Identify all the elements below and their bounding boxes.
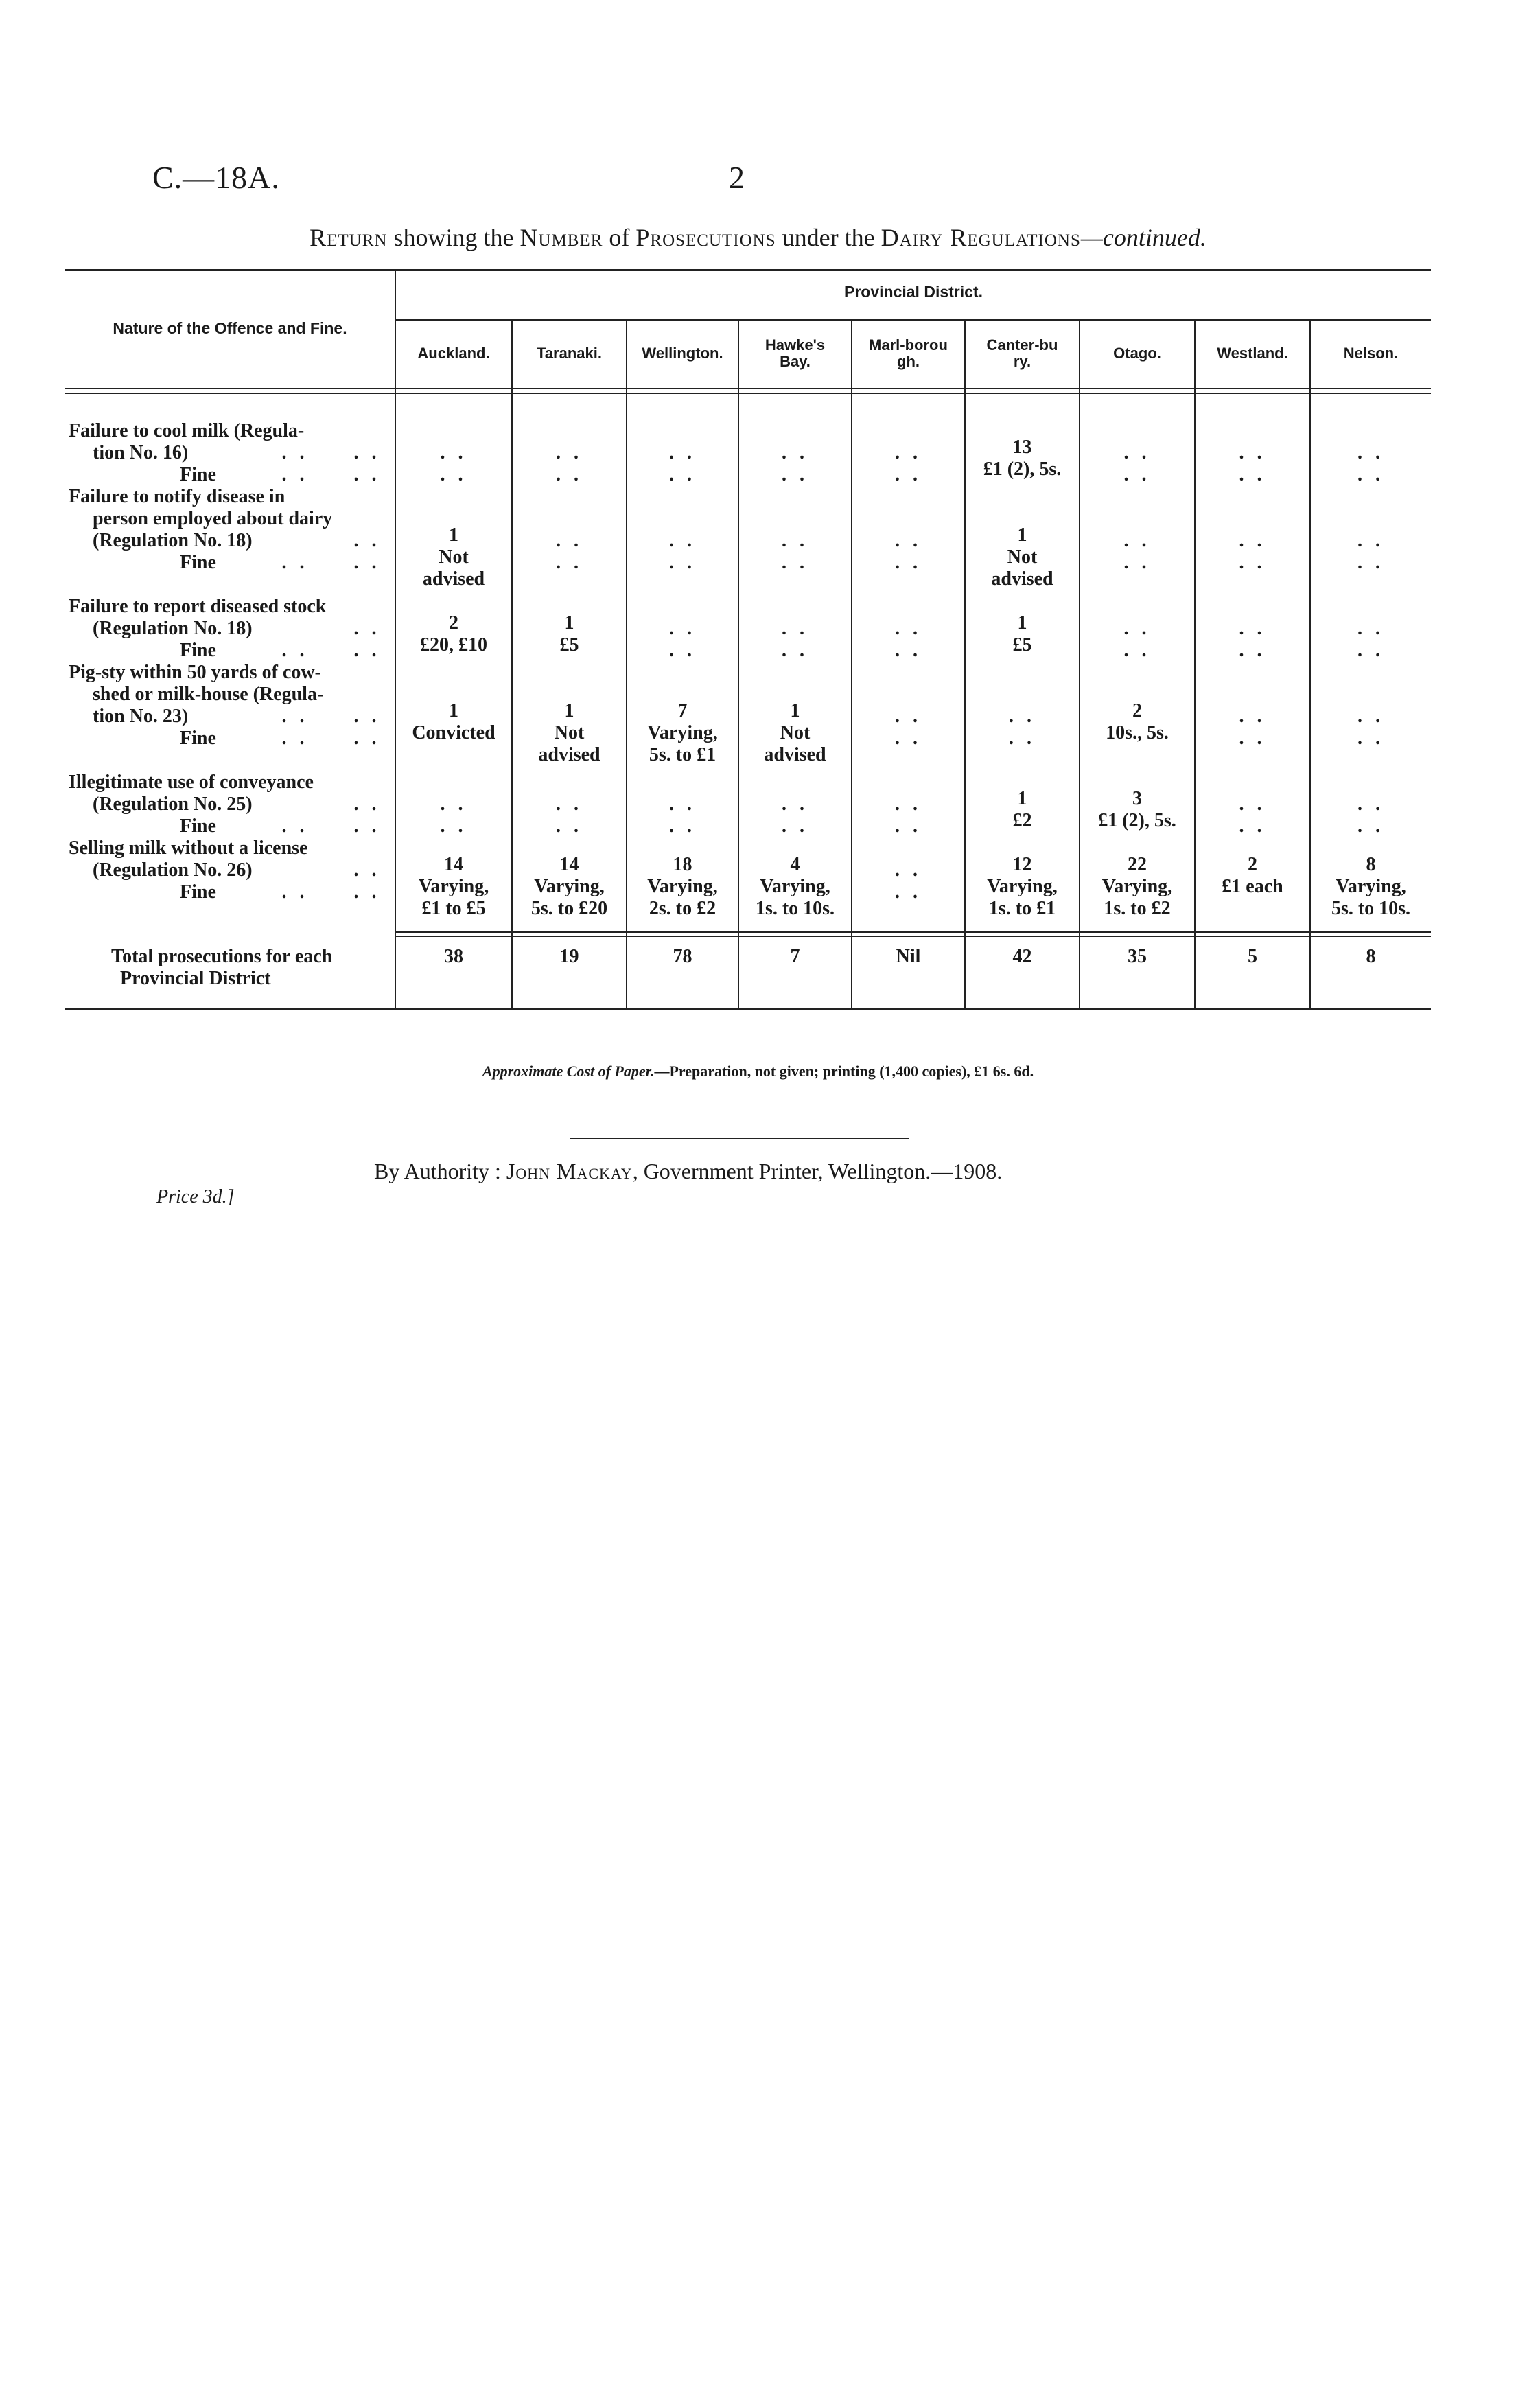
- fine-cell: Convicted: [412, 722, 495, 743]
- empty-cell: . .: [669, 618, 696, 639]
- total-top-rule: [395, 931, 1431, 933]
- count-cell: 2: [1248, 854, 1257, 875]
- empty-cell: . .: [1239, 552, 1266, 573]
- total-label: Total prosecutions for each: [111, 946, 333, 967]
- fine-cell: £1 to £5: [421, 898, 486, 919]
- table-title: [0, 223, 1516, 252]
- total-cell-taranaki: 19: [559, 946, 579, 967]
- fine-cell: advised: [538, 744, 600, 765]
- empty-cell: . .: [440, 815, 467, 837]
- title-dairy: Dairy Regulations: [881, 224, 1081, 251]
- empty-cell: . .: [1123, 464, 1151, 485]
- column-header-taranaki: Taranaki.: [537, 345, 602, 362]
- empty-cell: . .: [1357, 442, 1384, 463]
- title-word3: under the: [782, 224, 875, 251]
- count-cell: 8: [1366, 854, 1376, 875]
- fine-label: Fine: [180, 552, 216, 573]
- offence-line: Failure to notify disease in: [69, 486, 285, 507]
- price-note: Price 3d.]: [156, 1186, 235, 1207]
- empty-cell: . .: [895, 464, 922, 485]
- count-cell: 2: [1132, 700, 1142, 721]
- count-cell: 1: [790, 700, 800, 721]
- total-cell-westland: 5: [1248, 946, 1257, 967]
- fine-cell: 5s. to £20: [530, 898, 608, 919]
- empty-cell: . .: [1357, 706, 1384, 727]
- offence-line: Pig-sty within 50 yards of cow-: [69, 662, 321, 683]
- offence-line: tion No. 23): [93, 706, 189, 727]
- empty-cell: . .: [669, 815, 696, 837]
- leader-dots: . .: [353, 728, 381, 749]
- leader-dots: . .: [281, 464, 309, 485]
- empty-cell: . .: [1357, 640, 1384, 661]
- total-cell-marlborough: Nil: [896, 946, 921, 967]
- empty-cell: . .: [669, 794, 696, 815]
- count-cell: 1: [449, 524, 458, 546]
- empty-cell: . .: [1239, 640, 1266, 661]
- empty-cell: . .: [1239, 442, 1266, 463]
- empty-cell: . .: [782, 640, 808, 661]
- empty-cell: . .: [782, 464, 808, 485]
- cost-footnote: [0, 1063, 1516, 1080]
- count-cell: 7: [677, 700, 688, 721]
- empty-cell: . .: [669, 640, 696, 661]
- offence-line: (Regulation No. 18): [93, 530, 253, 551]
- column-header-otago: Otago.: [1113, 345, 1161, 362]
- empty-cell: . .: [895, 859, 922, 881]
- empty-cell: . .: [1239, 794, 1266, 815]
- document-reference: C.—18A.: [152, 160, 280, 195]
- offence-line: tion No. 16): [93, 442, 189, 463]
- offence-line: Failure to report diseased stock: [69, 596, 327, 617]
- fine-cell: Not: [1007, 546, 1038, 568]
- offence-line: (Regulation No. 25): [93, 794, 253, 815]
- fine-cell: 1s. to £1: [988, 898, 1056, 919]
- fine-cell: Varying,: [760, 876, 830, 897]
- fine-label: Fine: [180, 815, 216, 837]
- empty-cell: . .: [669, 530, 696, 551]
- count-cell: 4: [790, 854, 800, 875]
- total-label: Provincial District: [120, 968, 271, 989]
- empty-cell: . .: [1239, 706, 1266, 727]
- empty-cell: . .: [782, 618, 808, 639]
- empty-cell: . .: [1009, 706, 1036, 727]
- fine-cell: advised: [764, 744, 826, 765]
- empty-cell: . .: [1123, 552, 1151, 573]
- empty-cell: . .: [1239, 464, 1266, 485]
- fine-cell: £5: [559, 634, 579, 656]
- leader-dots: . .: [281, 442, 309, 463]
- count-cell: 1: [1017, 612, 1027, 634]
- printer-name: John Mackay: [506, 1159, 633, 1183]
- empty-cell: . .: [669, 552, 696, 573]
- empty-cell: . .: [782, 552, 808, 573]
- column-header-hawkes-bay: Hawke's Bay.: [765, 336, 826, 370]
- empty-cell: . .: [1123, 640, 1151, 661]
- empty-cell: . .: [1357, 728, 1384, 749]
- fine-cell: 2s. to £2: [649, 898, 716, 919]
- title-word1: showing the: [393, 224, 514, 251]
- empty-cell: . .: [895, 706, 922, 727]
- total-cell-hawkes-bay: 7: [790, 946, 800, 967]
- leader-dots: . .: [281, 815, 309, 837]
- empty-cell: . .: [895, 881, 922, 903]
- empty-cell: . .: [895, 530, 922, 551]
- leader-dots: . .: [281, 640, 309, 661]
- leader-dots: . .: [353, 815, 381, 837]
- empty-cell: . .: [1239, 728, 1266, 749]
- offence-line: Selling milk without a license: [69, 837, 308, 859]
- fine-cell: 5s. to 10s.: [1331, 898, 1411, 919]
- fine-cell: 1s. to £2: [1104, 898, 1171, 919]
- total-cell-nelson: 8: [1366, 946, 1376, 967]
- leader-dots: . .: [353, 794, 381, 815]
- offence-line: Illegitimate use of conveyance: [69, 772, 314, 793]
- fine-label: Fine: [180, 464, 216, 485]
- column-divider: [851, 319, 852, 1008]
- leader-dots: . .: [353, 552, 381, 573]
- authority-rule: [570, 1138, 909, 1139]
- empty-cell: . .: [1123, 442, 1151, 463]
- empty-cell: . .: [895, 794, 922, 815]
- count-cell: 14: [559, 854, 579, 875]
- count-cell: 1: [449, 700, 458, 721]
- leader-dots: . .: [281, 881, 309, 903]
- empty-cell: . .: [782, 442, 808, 463]
- total-cell-otago: 35: [1128, 946, 1147, 967]
- fine-cell: 10s., 5s.: [1106, 722, 1169, 743]
- authority-prefix: By Authority :: [374, 1159, 501, 1183]
- empty-cell: . .: [556, 815, 583, 837]
- count-cell: 14: [444, 854, 463, 875]
- empty-cell: . .: [895, 552, 922, 573]
- fine-cell: £2: [1012, 810, 1032, 831]
- empty-cell: . .: [556, 442, 583, 463]
- leader-dots: . .: [281, 552, 309, 573]
- count-cell: 1: [1017, 788, 1027, 809]
- table-bottom-rule: [65, 1008, 1431, 1010]
- cost-label: Approximate Cost of Paper.: [482, 1063, 655, 1080]
- empty-cell: . .: [895, 618, 922, 639]
- fine-cell: 5s. to £1: [649, 744, 716, 765]
- fine-cell: Varying,: [418, 876, 489, 897]
- title-word2: of: [609, 224, 630, 251]
- total-cell-canterbury: 42: [1012, 946, 1032, 967]
- empty-cell: . .: [440, 442, 467, 463]
- leader-dots: . .: [281, 728, 309, 749]
- total-cell-wellington: 78: [673, 946, 692, 967]
- count-cell: 13: [1012, 437, 1032, 458]
- leader-dots: . .: [353, 442, 381, 463]
- empty-cell: . .: [440, 464, 467, 485]
- column-header-auckland: Auckland.: [417, 345, 490, 362]
- total-top-rule-2: [395, 936, 1431, 937]
- header-bottom-rule: [65, 388, 1431, 389]
- printer-authority: [374, 1159, 1002, 1184]
- fine-cell: £1 (2), 5s.: [983, 459, 1062, 480]
- offence-line: (Regulation No. 18): [93, 618, 253, 639]
- table-top-rule: [65, 269, 1431, 271]
- authority-suffix: , Government Printer, Wellington.—1908.: [632, 1159, 1003, 1183]
- column-divider: [1194, 319, 1196, 1008]
- count-cell: 2: [449, 612, 458, 634]
- empty-cell: . .: [1357, 618, 1384, 639]
- count-cell: 1: [564, 612, 574, 634]
- fine-label: Fine: [180, 640, 216, 661]
- fine-cell: £1 each: [1222, 876, 1283, 897]
- column-header-marlborough: Marl-borough.: [869, 336, 948, 370]
- empty-cell: . .: [1357, 815, 1384, 837]
- fine-cell: Varying,: [1336, 876, 1406, 897]
- column-header-wellington: Wellington.: [642, 345, 723, 362]
- fine-label: Fine: [180, 728, 216, 749]
- leader-dots: . .: [353, 640, 381, 661]
- empty-cell: . .: [895, 815, 922, 837]
- count-cell: 1: [564, 700, 574, 721]
- empty-cell: . .: [669, 464, 696, 485]
- count-cell: 3: [1132, 788, 1142, 809]
- empty-cell: . .: [895, 640, 922, 661]
- empty-cell: . .: [1239, 530, 1266, 551]
- leader-dots: . .: [353, 618, 381, 639]
- empty-cell: . .: [556, 464, 583, 485]
- leader-dots: . .: [353, 706, 381, 727]
- title-return: Return: [310, 224, 388, 251]
- empty-cell: . .: [1357, 552, 1384, 573]
- nature-header: Nature of the Offence and Fine.: [113, 319, 347, 337]
- total-cell-auckland: 38: [444, 946, 463, 967]
- leader-dots: . .: [353, 530, 381, 551]
- fine-cell: Varying,: [647, 876, 718, 897]
- empty-cell: . .: [1239, 618, 1266, 639]
- empty-cell: . .: [1123, 530, 1151, 551]
- count-cell: 1: [1017, 524, 1027, 546]
- fine-cell: £20, £10: [420, 634, 487, 656]
- page-number: 2: [729, 160, 745, 195]
- fine-cell: 1s. to 10s.: [755, 898, 835, 919]
- count-cell: 22: [1128, 854, 1147, 875]
- fine-cell: £1 (2), 5s.: [1098, 810, 1176, 831]
- column-header-westland: Westland.: [1217, 345, 1288, 362]
- leader-dots: . .: [353, 464, 381, 485]
- cost-text: —Preparation, not given; printing (1,400 copies), £1 6s. 6d.: [654, 1063, 1034, 1080]
- fine-cell: Varying,: [987, 876, 1058, 897]
- title-continued: —continued.: [1080, 224, 1206, 251]
- offence-line: shed or milk-house (Regula-: [93, 684, 324, 705]
- leader-dots: . .: [353, 859, 381, 881]
- count-cell: 18: [673, 854, 692, 875]
- title-number: Number: [520, 224, 603, 251]
- fine-cell: Not: [554, 722, 585, 743]
- district-header: Provincial District.: [844, 283, 983, 301]
- offence-line: person employed about dairy: [93, 508, 333, 529]
- fine-cell: advised: [991, 568, 1053, 590]
- empty-cell: . .: [1009, 728, 1036, 749]
- empty-cell: . .: [895, 442, 922, 463]
- fine-cell: Varying,: [534, 876, 605, 897]
- fine-cell: advised: [422, 568, 485, 590]
- empty-cell: . .: [669, 442, 696, 463]
- empty-cell: . .: [782, 794, 808, 815]
- empty-cell: . .: [1123, 618, 1151, 639]
- empty-cell: . .: [556, 552, 583, 573]
- offence-line: Failure to cool milk (Regula-: [69, 420, 305, 441]
- column-header-nelson: Nelson.: [1343, 345, 1399, 362]
- fine-cell: Varying,: [1101, 876, 1173, 897]
- header-bottom-rule-2: [65, 393, 1431, 394]
- leader-dots: . .: [281, 706, 309, 727]
- empty-cell: . .: [440, 794, 467, 815]
- fine-cell: Not: [780, 722, 811, 743]
- fine-cell: Not: [439, 546, 469, 568]
- fine-cell: Varying,: [647, 722, 718, 743]
- column-header-canterbury: Canter-bury.: [986, 336, 1058, 370]
- empty-cell: . .: [1357, 794, 1384, 815]
- empty-cell: . .: [1357, 464, 1384, 485]
- empty-cell: . .: [556, 794, 583, 815]
- empty-cell: . .: [1357, 530, 1384, 551]
- count-cell: 12: [1012, 854, 1032, 875]
- empty-cell: . .: [782, 530, 808, 551]
- offence-line: (Regulation No. 26): [93, 859, 253, 881]
- empty-cell: . .: [1239, 815, 1266, 837]
- fine-label: Fine: [180, 881, 216, 903]
- fine-cell: £5: [1012, 634, 1032, 656]
- empty-cell: . .: [556, 530, 583, 551]
- leader-dots: . .: [353, 881, 381, 903]
- title-prosecutions: Prosecutions: [635, 224, 776, 251]
- district-rule: [395, 319, 1431, 321]
- empty-cell: . .: [895, 728, 922, 749]
- empty-cell: . .: [782, 815, 808, 837]
